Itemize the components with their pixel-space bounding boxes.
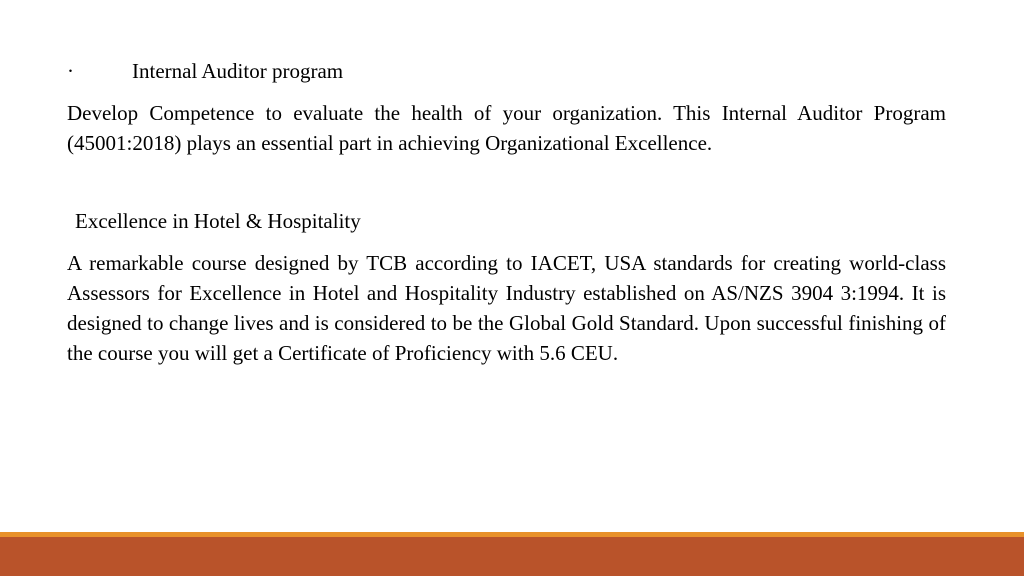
- section-internal-auditor-heading: [67, 56, 946, 86]
- internal-auditor-heading-text: Internal Auditor program: [132, 59, 344, 83]
- slide-content: [67, 56, 946, 368]
- internal-auditor-paragraph: Develop Competence to evaluate the health of your organization. This Internal Auditor Program (45001:2018) plays an essential part in achieving Organizational Excellence.: [67, 101, 946, 155]
- section-spacer: [67, 158, 946, 206]
- hotel-hospitality-paragraph: A remarkable course designed by TCB according to IACET, USA standards for creating world-class Assessors for Excellence in Hotel and Hospitality Industry established on AS/NZS 3904 3:1994. It is designed to change lives and is considered to be the Global Gold Standard. Upon successful finishing of the course you will get a Certificate of Proficiency with 5.6 CEU.: [67, 251, 946, 365]
- footer-bar: [0, 537, 1024, 576]
- hotel-hospitality-heading: Excellence in Hotel & Hospitality: [75, 209, 361, 233]
- bullet-mark: ·: [67, 59, 74, 83]
